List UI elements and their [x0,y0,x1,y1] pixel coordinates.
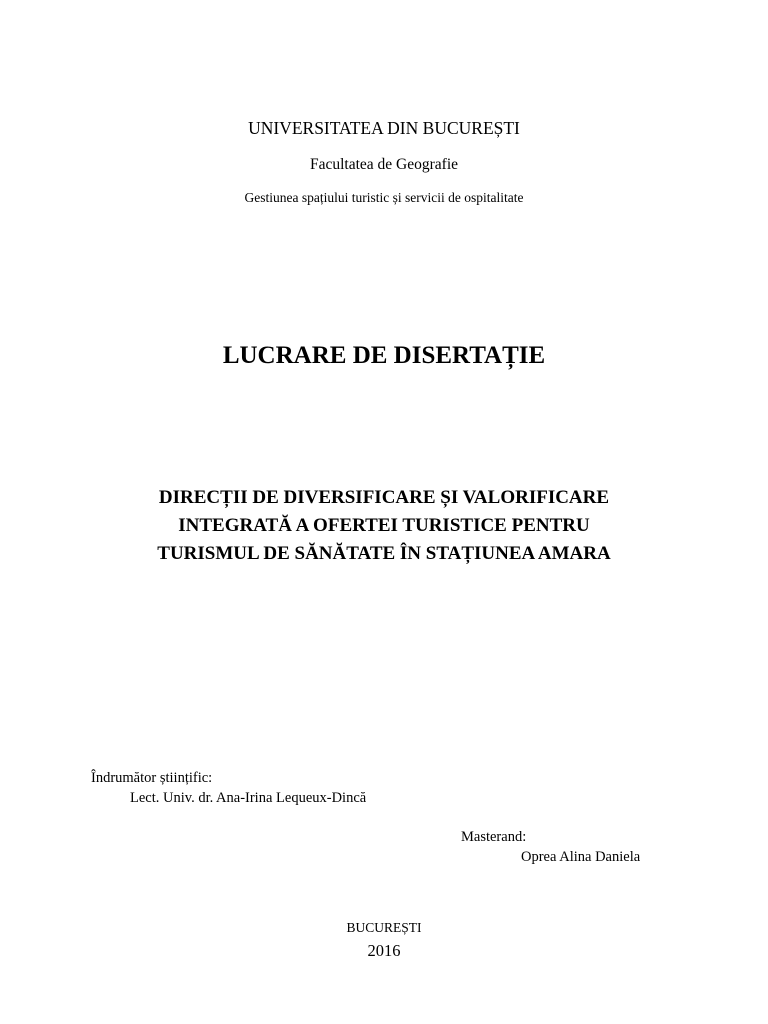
city: BUCUREȘTI [346,920,422,935]
advisor-label: Îndrumător științific: [91,770,213,786]
thesis-title-line-1: DIRECȚII DE DIVERSIFICARE ȘI VALORIFICARE [158,487,610,508]
advisor-name: Lect. Univ. dr. Ana-Irina Lequeux-Dincă [130,790,367,806]
thesis-title [0,484,768,568]
program-name: Gestiunea spațiului turistic și servicii de ospitalitate [244,190,524,205]
student-label: Masterand: [461,829,527,845]
student-name: Oprea Alina Daniela [521,849,641,865]
university-name: UNIVERSITATEA DIN BUCUREȘTI [248,118,520,138]
document-type-heading: LUCRARE DE DISERTAȚIE [222,342,546,369]
thesis-title-line-3: TURISMUL DE SĂNĂTATE ÎN STAȚIUNEA AMARA [157,543,611,564]
thesis-title-line-2: INTEGRATĂ A OFERTEI TURISTICE PENTRU [178,515,590,536]
faculty-name: Facultatea de Geografie [309,156,459,173]
year: 2016 [367,941,401,960]
